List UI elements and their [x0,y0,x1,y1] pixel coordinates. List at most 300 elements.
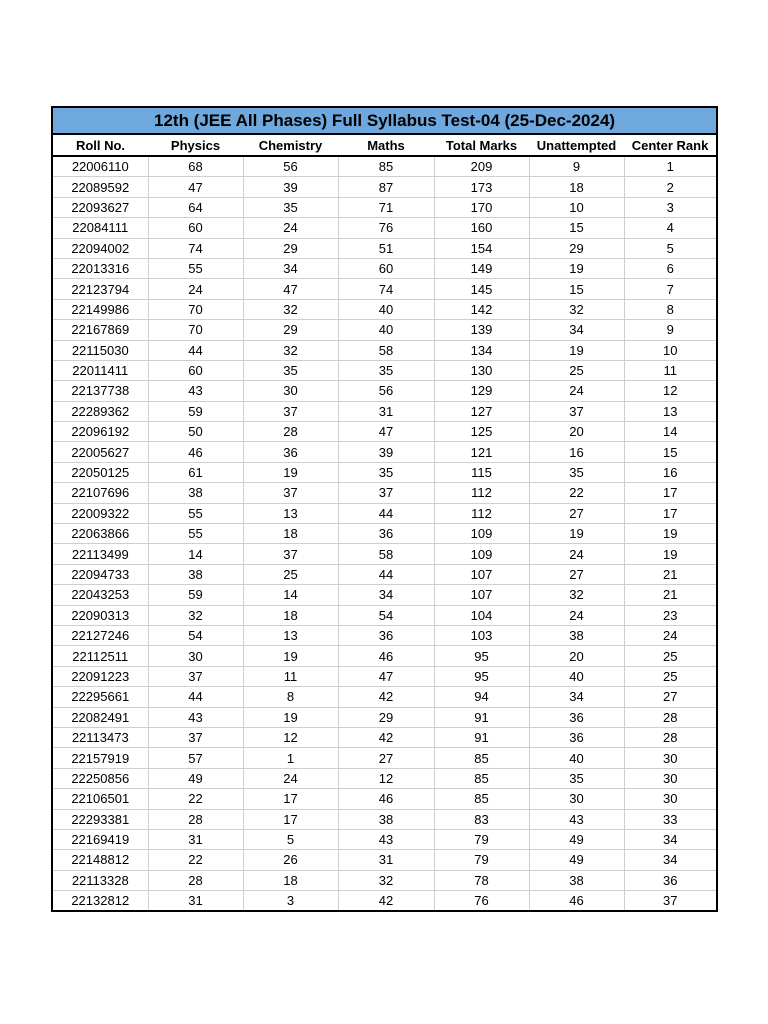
table-row [52,197,717,217]
cell-chemistry: 32 [243,340,338,360]
cell-total-marks: 112 [434,483,529,503]
cell-total-marks: 79 [434,829,529,849]
table-row [52,544,717,564]
cell-physics: 55 [148,503,243,523]
cell-total-marks: 209 [434,156,529,177]
cell-total-marks: 95 [434,646,529,666]
cell-center-rank: 8 [624,299,717,319]
cell-maths: 35 [338,360,434,380]
cell-center-rank: 28 [624,727,717,747]
cell-unattempted: 18 [529,177,624,197]
cell-roll-no: 22107696 [52,483,148,503]
cell-maths: 12 [338,768,434,788]
cell-unattempted: 24 [529,544,624,564]
cell-physics: 24 [148,279,243,299]
table-row [52,748,717,768]
cell-total-marks: 91 [434,707,529,727]
cell-maths: 44 [338,564,434,584]
cell-physics: 46 [148,442,243,462]
cell-total-marks: 134 [434,340,529,360]
header-center-rank: Center Rank [624,134,717,156]
cell-unattempted: 30 [529,789,624,809]
cell-unattempted: 34 [529,320,624,340]
cell-roll-no: 22293381 [52,809,148,829]
cell-total-marks: 170 [434,197,529,217]
cell-total-marks: 125 [434,422,529,442]
cell-maths: 71 [338,197,434,217]
cell-total-marks: 85 [434,789,529,809]
cell-chemistry: 14 [243,585,338,605]
cell-roll-no: 22084111 [52,218,148,238]
cell-roll-no: 22115030 [52,340,148,360]
results-table [51,106,718,912]
header-row [52,134,717,156]
cell-physics: 37 [148,666,243,686]
cell-physics: 38 [148,483,243,503]
cell-physics: 49 [148,768,243,788]
cell-chemistry: 17 [243,809,338,829]
cell-total-marks: 83 [434,809,529,829]
cell-center-rank: 19 [624,524,717,544]
cell-center-rank: 34 [624,850,717,870]
cell-total-marks: 173 [434,177,529,197]
cell-physics: 70 [148,320,243,340]
cell-unattempted: 19 [529,524,624,544]
cell-maths: 35 [338,462,434,482]
cell-physics: 47 [148,177,243,197]
cell-total-marks: 104 [434,605,529,625]
cell-maths: 58 [338,340,434,360]
cell-maths: 36 [338,524,434,544]
cell-unattempted: 15 [529,279,624,299]
cell-chemistry: 3 [243,891,338,912]
cell-maths: 60 [338,258,434,278]
cell-total-marks: 94 [434,687,529,707]
cell-roll-no: 22169419 [52,829,148,849]
cell-chemistry: 24 [243,218,338,238]
table-row [52,258,717,278]
cell-physics: 61 [148,462,243,482]
table-row [52,789,717,809]
cell-center-rank: 25 [624,646,717,666]
cell-chemistry: 37 [243,401,338,421]
cell-unattempted: 19 [529,258,624,278]
cell-center-rank: 9 [624,320,717,340]
table-row [52,605,717,625]
cell-roll-no: 22096192 [52,422,148,442]
cell-roll-no: 22112511 [52,646,148,666]
cell-unattempted: 10 [529,197,624,217]
cell-maths: 56 [338,381,434,401]
cell-center-rank: 15 [624,442,717,462]
cell-roll-no: 22106501 [52,789,148,809]
cell-total-marks: 91 [434,727,529,747]
cell-unattempted: 25 [529,360,624,380]
cell-unattempted: 38 [529,625,624,645]
cell-physics: 43 [148,707,243,727]
header-chemistry: Chemistry [243,134,338,156]
cell-maths: 43 [338,829,434,849]
table-row [52,891,717,912]
cell-physics: 74 [148,238,243,258]
cell-unattempted: 49 [529,829,624,849]
cell-chemistry: 39 [243,177,338,197]
cell-roll-no: 22113473 [52,727,148,747]
cell-chemistry: 26 [243,850,338,870]
table-row [52,462,717,482]
cell-chemistry: 8 [243,687,338,707]
cell-total-marks: 109 [434,524,529,544]
table-row [52,238,717,258]
cell-total-marks: 154 [434,238,529,258]
cell-physics: 14 [148,544,243,564]
cell-unattempted: 40 [529,748,624,768]
title-row [52,107,717,134]
cell-center-rank: 11 [624,360,717,380]
cell-physics: 64 [148,197,243,217]
cell-center-rank: 21 [624,564,717,584]
cell-center-rank: 37 [663,893,678,909]
cell-center-rank: 10 [624,340,717,360]
cell-physics: 55 [148,258,243,278]
cell-maths: 37 [338,483,434,503]
cell-maths: 76 [338,218,434,238]
cell-unattempted: 20 [529,646,624,666]
cell-total-marks: 107 [434,585,529,605]
cell-chemistry: 37 [243,483,338,503]
cell-roll-no: 22089592 [52,177,148,197]
cell-center-rank: 3 [624,197,717,217]
cell-total-marks: 142 [434,299,529,319]
cell-chemistry: 47 [243,279,338,299]
cell-center-rank: 14 [624,422,717,442]
table-row [52,646,717,666]
cell-roll-no: 22149986 [52,299,148,319]
cell-physics: 32 [148,605,243,625]
table-row [52,218,717,238]
cell-chemistry: 5 [243,829,338,849]
cell-roll-no: 22043253 [52,585,148,605]
cell-chemistry: 19 [243,707,338,727]
cell-physics: 44 [148,340,243,360]
cell-chemistry: 17 [243,789,338,809]
cell-physics: 28 [148,809,243,829]
cell-center-rank: 5 [624,238,717,258]
cell-total-marks: 115 [434,462,529,482]
cell-roll-no: 22113328 [52,870,148,890]
cell-total-marks: 127 [434,401,529,421]
cell-total-marks: 149 [434,258,529,278]
cell-physics: 28 [148,870,243,890]
table-row [52,524,717,544]
table-row [52,707,717,727]
cell-chemistry: 24 [243,768,338,788]
cell-unattempted: 32 [529,299,624,319]
cell-unattempted: 24 [529,381,624,401]
cell-unattempted: 32 [529,585,624,605]
table-row [52,585,717,605]
table-row [52,503,717,523]
cell-physics: 44 [148,687,243,707]
cell-roll-no: 22082491 [52,707,148,727]
cell-physics: 30 [148,646,243,666]
table-row [52,809,717,829]
cell-maths: 87 [338,177,434,197]
table-row [52,360,717,380]
cell-total-marks: 85 [434,748,529,768]
cell-roll-no: 22127246 [52,625,148,645]
cell-center-rank: 30 [624,748,717,768]
cell-roll-no: 22091223 [52,666,148,686]
cell-chemistry: 25 [243,564,338,584]
cell-maths: 46 [338,789,434,809]
cell-chemistry: 35 [243,360,338,380]
cell-center-rank: 30 [624,768,717,788]
cell-center-rank: 7 [624,279,717,299]
cell-total-marks: 78 [434,870,529,890]
cell-physics: 38 [148,564,243,584]
table-row [52,625,717,645]
cell-maths: 32 [338,870,434,890]
cell-chemistry: 28 [243,422,338,442]
cell-unattempted: 40 [529,666,624,686]
cell-roll-no: 22295661 [52,687,148,707]
cell-unattempted: 46 [529,891,624,912]
cell-maths: 40 [338,320,434,340]
cell-maths: 31 [338,401,434,421]
cell-total-marks: 109 [434,544,529,564]
cell-physics: 31 [148,829,243,849]
cell-total-marks: 121 [434,442,529,462]
cell-chemistry: 19 [243,462,338,482]
cell-total-marks: 130 [434,360,529,380]
table-row [52,177,717,197]
cell-roll-no: 22148812 [52,850,148,870]
table-row [52,870,717,890]
cell-chemistry: 37 [243,544,338,564]
cell-center-rank: 30 [624,789,717,809]
table-row [52,279,717,299]
cell-center-rank: 34 [624,829,717,849]
table-body [52,156,717,911]
cell-center-rank: 24 [624,625,717,645]
cell-chemistry: 35 [243,197,338,217]
cell-physics: 57 [148,748,243,768]
table-row [52,666,717,686]
cell-unattempted: 27 [529,564,624,584]
cell-chemistry: 13 [243,503,338,523]
cell-roll-no: 22063866 [52,524,148,544]
header-unattempted: Unattempted [529,134,624,156]
cell-total-marks: 103 [434,625,529,645]
cell-unattempted: 35 [529,462,624,482]
cell-total-marks: 79 [434,850,529,870]
cell-chemistry: 13 [243,625,338,645]
cell-maths: 58 [338,544,434,564]
cell-maths: 44 [338,503,434,523]
cell-unattempted: 19 [529,340,624,360]
cell-maths: 51 [338,238,434,258]
table-row [52,156,717,177]
header-total-marks: Total Marks [434,134,529,156]
cell-center-rank: 21 [624,585,717,605]
header-maths: Maths [338,134,434,156]
cell-chemistry: 18 [243,870,338,890]
cell-center-rank: 12 [624,381,717,401]
cell-roll-no: 22289362 [52,401,148,421]
table-row [52,299,717,319]
table-row [52,687,717,707]
cell-physics: 54 [148,625,243,645]
cell-total-marks: 85 [434,768,529,788]
table-row [52,422,717,442]
cell-total-marks: 129 [434,381,529,401]
cell-physics: 43 [148,381,243,401]
cell-chemistry: 30 [243,381,338,401]
cell-physics: 59 [148,401,243,421]
cell-unattempted: 37 [529,401,624,421]
table-row [52,340,717,360]
table-row [52,381,717,401]
cell-physics: 50 [148,422,243,442]
table-title: 12th (JEE All Phases) Full Syllabus Test-04 (25-Dec-2024) [52,107,717,134]
table-row [52,850,717,870]
cell-unattempted: 34 [529,687,624,707]
cell-center-rank: 28 [624,707,717,727]
cell-center-rank: 23 [624,605,717,625]
cell-maths: 46 [338,646,434,666]
cell-unattempted: 43 [529,809,624,829]
cell-unattempted: 15 [529,218,624,238]
cell-maths: 54 [338,605,434,625]
cell-total-marks: 112 [434,503,529,523]
cell-physics: 68 [148,156,243,177]
cell-roll-no: 22123794 [52,279,148,299]
cell-chemistry: 19 [243,646,338,666]
cell-maths: 42 [338,687,434,707]
cell-center-rank: 13 [624,401,717,421]
cell-unattempted: 9 [529,156,624,177]
cell-roll-no: 22013316 [52,258,148,278]
cell-center-rank: 1 [624,156,717,177]
cell-maths: 36 [338,625,434,645]
cell-physics: 70 [148,299,243,319]
cell-roll-no: 22137738 [52,381,148,401]
cell-center-rank: 19 [624,544,717,564]
cell-unattempted: 29 [529,238,624,258]
cell-center-rank: 4 [624,218,717,238]
cell-unattempted: 16 [529,442,624,462]
table-row [52,483,717,503]
table-row [52,829,717,849]
cell-roll-no: 22005627 [52,442,148,462]
cell-chemistry: 11 [243,666,338,686]
cell-chemistry: 18 [243,605,338,625]
cell-total-marks: 145 [434,279,529,299]
cell-chemistry: 1 [243,748,338,768]
cell-maths: 47 [338,422,434,442]
cell-roll-no: 22113499 [52,544,148,564]
cell-total-marks: 95 [434,666,529,686]
cell-maths: 31 [338,850,434,870]
cell-center-rank: 16 [624,462,717,482]
cell-roll-no: 22167869 [52,320,148,340]
cell-physics: 60 [148,218,243,238]
table-row [52,768,717,788]
cell-maths: 38 [338,809,434,829]
cell-physics: 22 [148,850,243,870]
cell-physics: 22 [148,789,243,809]
cell-unattempted: 24 [529,605,624,625]
cell-maths: 47 [338,666,434,686]
cell-roll-no: 22009322 [52,503,148,523]
cell-maths: 40 [338,299,434,319]
cell-maths: 85 [338,156,434,177]
cell-unattempted: 22 [529,483,624,503]
cell-total-marks: 139 [434,320,529,340]
table-row [52,727,717,747]
cell-center-rank: 6 [624,258,717,278]
cell-maths: 29 [338,707,434,727]
table-row [52,564,717,584]
cell-unattempted: 38 [529,870,624,890]
cell-unattempted: 20 [529,422,624,442]
cell-total-marks: 107 [434,564,529,584]
cell-center-rank: 27 [624,687,717,707]
cell-unattempted: 36 [529,707,624,727]
cell-chemistry: 56 [243,156,338,177]
cell-roll-no: 22090313 [52,605,148,625]
cell-maths: 39 [338,442,434,462]
cell-unattempted: 49 [529,850,624,870]
header-physics: Physics [148,134,243,156]
table-row [52,401,717,421]
cell-physics: 31 [148,891,243,912]
cell-center-rank: 2 [624,177,717,197]
cell-total-marks: 160 [434,218,529,238]
cell-center-rank: 36 [624,870,717,890]
cell-roll-no: 22011411 [52,360,148,380]
cell-unattempted: 36 [529,727,624,747]
cell-chemistry: 32 [243,299,338,319]
cell-roll-no: 22050125 [52,462,148,482]
cell-unattempted: 27 [529,503,624,523]
cell-roll-no: 22250856 [52,768,148,788]
cell-chemistry: 12 [243,727,338,747]
cell-unattempted: 35 [529,768,624,788]
cell-maths: 34 [338,585,434,605]
cell-total-marks: 76 [434,891,529,912]
cell-chemistry: 34 [243,258,338,278]
cell-chemistry: 29 [243,320,338,340]
cell-roll-no: 22006110 [52,156,148,177]
cell-maths: 42 [338,891,434,912]
cell-chemistry: 29 [243,238,338,258]
cell-maths: 27 [338,748,434,768]
cell-roll-no: 22157919 [52,748,148,768]
cell-center-rank: 25 [624,666,717,686]
cell-roll-no: 22094002 [52,238,148,258]
table-row [52,442,717,462]
cell-physics: 37 [148,727,243,747]
cell-roll-no: 22132812 [52,891,148,912]
cell-maths: 74 [338,279,434,299]
cell-physics: 59 [148,585,243,605]
cell-chemistry: 18 [243,524,338,544]
header-roll-no: Roll No. [52,134,148,156]
cell-chemistry: 36 [243,442,338,462]
cell-roll-no: 22093627 [52,197,148,217]
